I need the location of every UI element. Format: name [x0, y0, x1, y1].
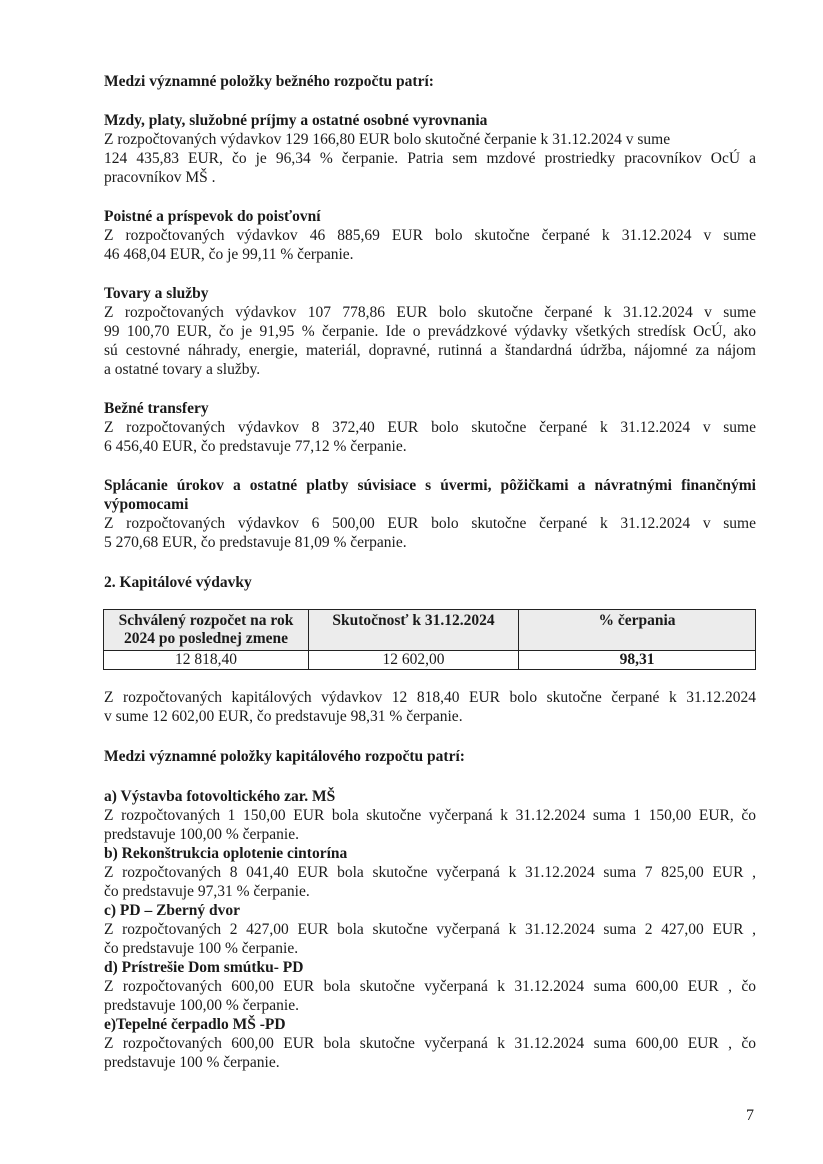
capital-heading-block — [104, 747, 756, 766]
item-title-line: Splácanie úrokov a ostatné platby súvisiace s úvermi, pôžičkami a návratnými finančnými — [104, 477, 756, 494]
table-cell: 12 818,40 — [104, 651, 309, 670]
intro-heading: Medzi významné položky bežného rozpočtu patrí: — [104, 73, 434, 90]
capital-summary — [104, 688, 756, 726]
item-text-line: Z rozpočtovaných výdavkov 8 372,40 EUR bolo skutočne čerpané k 31.12.2024 v sume — [104, 419, 756, 436]
summary-line: Z rozpočtovaných kapitálových výdavkov 12 818,40 EUR bolo skutočne čerpané k 31.12.2024 — [104, 689, 756, 706]
capital-item-line: čo predstavuje 97,31 % čerpanie. — [104, 883, 310, 900]
capital-expenditure-table — [103, 609, 756, 670]
item-title: Poistné a príspevok do poisťovní — [104, 208, 321, 225]
table-header-row — [104, 610, 756, 651]
bezne-item-5 — [104, 476, 756, 552]
capital-item-line: predstavuje 100 % čerpanie. — [104, 1054, 280, 1071]
summary-line: v sume 12 602,00 EUR, čo predstavuje 98,31 % čerpanie. — [104, 708, 463, 725]
capital-item-title: d) Prístrešie Dom smútku- PD — [104, 959, 304, 976]
page-number: 7 — [746, 1107, 754, 1124]
item-text-line: a ostatné tovary a služby. — [104, 361, 261, 378]
table-header-cell: Skutočnosť k 31.12.2024 — [309, 610, 519, 651]
capital-heading: Medzi významné položky kapitálového rozpočtu patrí: — [104, 748, 465, 765]
item-text-line: pracovníkov MŠ . — [104, 169, 216, 186]
item-text-line: 5 270,68 EUR, čo predstavuje 81,09 % čerpanie. — [104, 534, 407, 551]
table-header-cell: Schválený rozpočet na rok 2024 po poslednej zmene — [104, 610, 309, 651]
item-text-line: 124 435,83 EUR, čo je 96,34 % čerpanie. Patria sem mzdové prostriedky pracovníkov OcÚ a — [104, 150, 756, 167]
capital-item-line: predstavuje 100,00 % čerpanie. — [104, 997, 299, 1014]
item-title: Bežné transfery — [104, 400, 209, 417]
table-header-cell: % čerpania — [519, 610, 756, 651]
bezne-item-2 — [104, 207, 756, 264]
item-text-line: 99 100,70 EUR, čo je 91,95 % čerpanie. Ide o prevádzkové výdavky všetkých stredísk OcÚ, ako — [104, 323, 756, 340]
capital-items — [104, 787, 756, 1072]
capital-item-title: b) Rekonštrukcia oplotenie cintorína — [104, 845, 348, 862]
item-text-line: sú cestovné náhrady, energie, materiál, dopravné, rutinná a štandardná údržba, nájomné za nájom — [104, 342, 756, 359]
item-text-line: 6 456,40 EUR, čo predstavuje 77,12 % čerpanie. — [104, 438, 407, 455]
table-cell: 98,31 — [519, 651, 756, 670]
capital-item-line: Z rozpočtovaných 8 041,40 EUR bola skutočne vyčerpaná k 31.12.2024 suma 7 825,00 EUR , — [104, 864, 756, 881]
table-cell: 12 602,00 — [309, 651, 519, 670]
item-text-line: Z rozpočtovaných výdavkov 107 778,86 EUR bolo skutočne čerpané k 31.12.2024 v sume — [104, 304, 756, 321]
capital-item-title: e)Tepelné čerpadlo MŠ -PD — [104, 1016, 286, 1033]
section-2-title: 2. Kapitálové výdavky — [104, 574, 252, 591]
capital-item-title: c) PD – Zberný dvor — [104, 902, 241, 919]
intro-section — [104, 72, 756, 91]
capital-item-line: Z rozpočtovaných 1 150,00 EUR bola skutočne vyčerpaná k 31.12.2024 suma 1 150,00 EUR, čo — [104, 807, 756, 824]
bezne-item-4 — [104, 399, 756, 456]
capital-item-line: Z rozpočtovaných 600,00 EUR bola skutočne vyčerpaná k 31.12.2024 suma 600,00 EUR , čo — [104, 978, 756, 995]
capital-item-line: Z rozpočtovaných 600,00 EUR bola skutočne vyčerpaná k 31.12.2024 suma 600,00 EUR , čo — [104, 1035, 756, 1052]
section-2-heading-block — [104, 573, 756, 592]
capital-item-title: a) Výstavba fotovoltického zar. MŠ — [104, 788, 336, 805]
item-text-line: Z rozpočtovaných výdavkov 129 166,80 EUR bolo skutočné čerpanie k 31.12.2024 v sume — [104, 131, 671, 148]
item-title-line: výpomocami — [104, 496, 189, 513]
capital-item-line: predstavuje 100,00 % čerpanie. — [104, 826, 299, 843]
item-title: Tovary a služby — [104, 285, 209, 302]
item-title: Mzdy, platy, služobné príjmy a ostatné osobné vyrovnania — [104, 112, 488, 129]
item-text-line: Z rozpočtovaných výdavkov 6 500,00 EUR bolo skutočne čerpané k 31.12.2024 v sume — [104, 515, 756, 532]
capital-item-line: Z rozpočtovaných 2 427,00 EUR bola skutočne vyčerpaná k 31.12.2024 suma 2 427,00 EUR , — [104, 921, 756, 938]
item-text-line: 46 468,04 EUR, čo je 99,11 % čerpanie. — [104, 246, 354, 263]
table-row — [104, 651, 756, 670]
bezne-item-1 — [104, 111, 756, 187]
bezne-item-3 — [104, 284, 756, 379]
capital-item-line: čo predstavuje 100 % čerpanie. — [104, 940, 299, 957]
item-text-line: Z rozpočtovaných výdavkov 46 885,69 EUR bolo skutočne čerpané k 31.12.2024 v sume — [104, 227, 756, 244]
